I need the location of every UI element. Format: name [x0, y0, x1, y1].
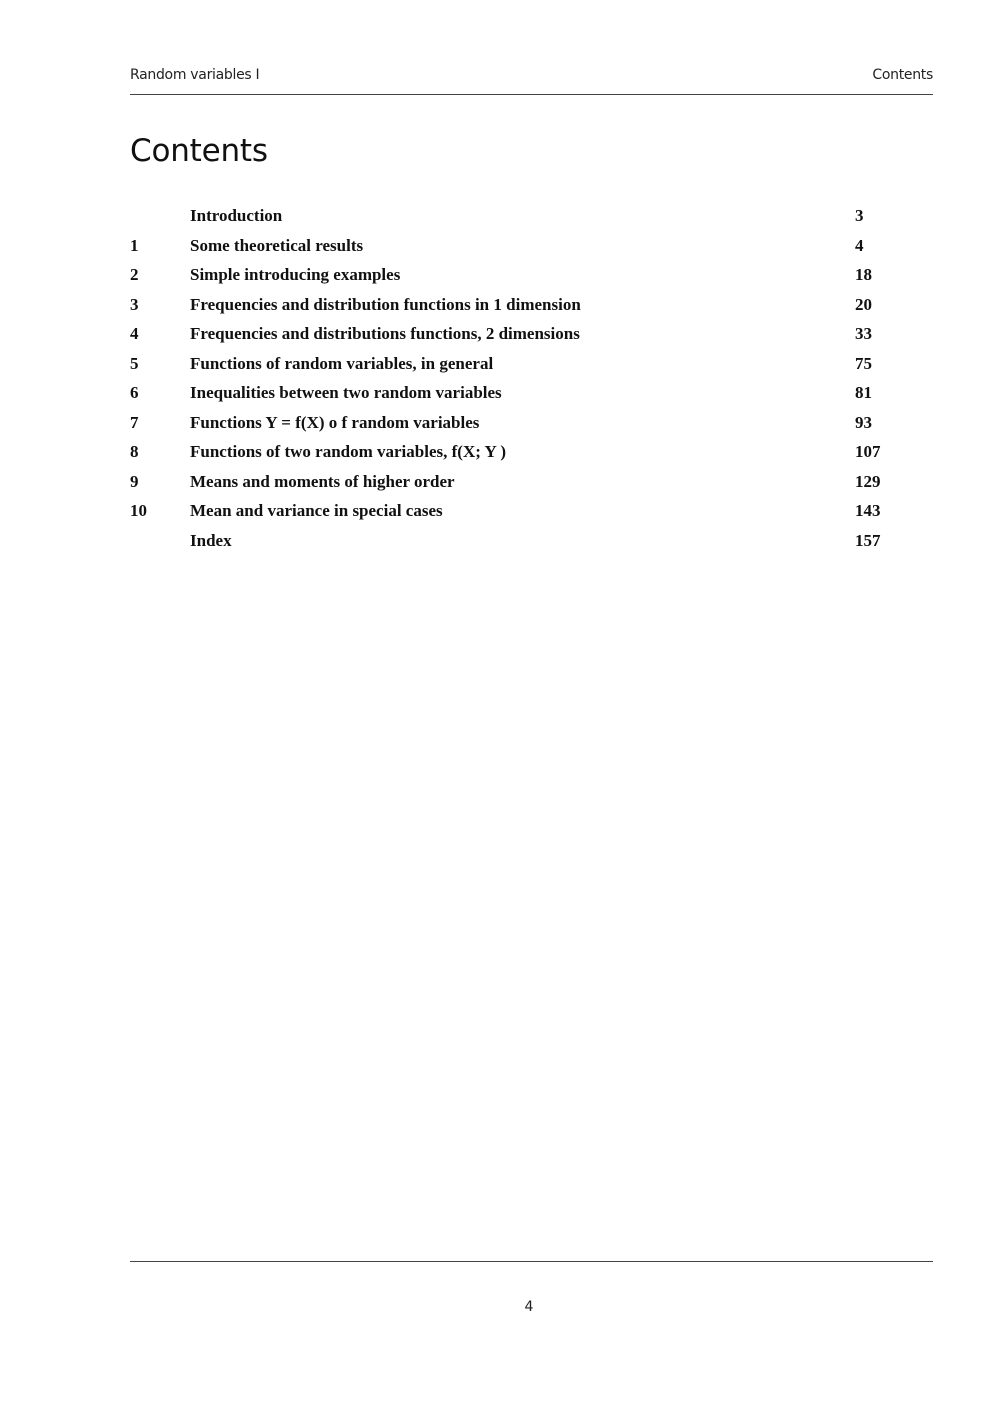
toc-chapter-title[interactable]: Functions of two random variables, f(X; Y ) — [190, 442, 507, 461]
header-book-title: Random variables I — [130, 67, 260, 83]
toc-chapter-number: 5 — [130, 353, 139, 373]
toc-entry-10[interactable] — [130, 499, 890, 529]
toc-entry-2[interactable] — [130, 263, 890, 293]
toc-entry-7[interactable] — [130, 411, 890, 441]
toc-chapter-title[interactable]: Index — [190, 530, 232, 550]
toc-entry-introduction[interactable] — [130, 204, 890, 234]
toc-page-number: 143 — [855, 501, 881, 520]
toc-entry-9[interactable] — [130, 470, 890, 500]
page-title: Contents — [130, 133, 268, 169]
toc-page-number: 81 — [855, 383, 872, 402]
toc-chapter-number: 8 — [130, 442, 139, 461]
toc-page-number: 157 — [855, 530, 881, 550]
toc-page-number: 4 — [855, 235, 864, 255]
toc-page-number: 20 — [855, 294, 872, 314]
toc-entry-index[interactable] — [130, 529, 890, 559]
toc-chapter-title[interactable]: Inequalities between two random variables — [190, 383, 502, 402]
toc-chapter-title[interactable]: Introduction — [190, 206, 283, 225]
toc-entry-5[interactable] — [130, 352, 890, 382]
toc-chapter-number: 6 — [130, 383, 139, 402]
toc-chapter-number: 4 — [130, 324, 139, 343]
header-divider — [130, 94, 933, 95]
toc-chapter-number: 10 — [130, 501, 147, 520]
toc-chapter-title[interactable]: Frequencies and distributions functions, 2 dimensions — [190, 324, 580, 343]
toc-page-number: 129 — [855, 471, 881, 491]
toc-page-number: 75 — [855, 353, 872, 373]
toc-chapter-number: 3 — [130, 294, 139, 314]
toc-chapter-number: 7 — [130, 412, 139, 432]
toc-page-number: 3 — [855, 206, 864, 225]
toc-page-number: 107 — [855, 442, 881, 461]
toc-page-number: 33 — [855, 324, 872, 343]
toc-entry-3[interactable] — [130, 293, 890, 323]
toc-chapter-title[interactable]: Functions of random variables, in general — [190, 353, 494, 373]
toc-entry-4[interactable] — [130, 322, 890, 352]
header-section-title: Contents — [872, 67, 933, 83]
running-header — [130, 67, 933, 87]
toc-chapter-title[interactable]: Frequencies and distribution functions in 1 dimension — [190, 294, 581, 314]
toc-chapter-title[interactable]: Simple introducing examples — [190, 265, 401, 284]
toc-entry-6[interactable] — [130, 381, 890, 411]
toc-chapter-title[interactable]: Functions Y = f(X) o f random variables — [190, 412, 480, 432]
page-number: 4 — [524, 1299, 534, 1315]
toc-chapter-title[interactable]: Mean and variance in special cases — [190, 501, 443, 520]
toc-chapter-number: 2 — [130, 265, 139, 284]
toc-page-number: 18 — [855, 265, 872, 284]
toc-chapter-title[interactable]: Means and moments of higher order — [190, 471, 455, 491]
table-of-contents — [130, 204, 890, 558]
footer-divider — [130, 1261, 933, 1262]
toc-page-number: 93 — [855, 412, 872, 432]
toc-chapter-number: 1 — [130, 235, 139, 255]
toc-entry-8[interactable] — [130, 440, 890, 470]
toc-chapter-number: 9 — [130, 471, 139, 491]
toc-chapter-title[interactable]: Some theoretical results — [190, 235, 364, 255]
toc-entry-1[interactable] — [130, 234, 890, 264]
